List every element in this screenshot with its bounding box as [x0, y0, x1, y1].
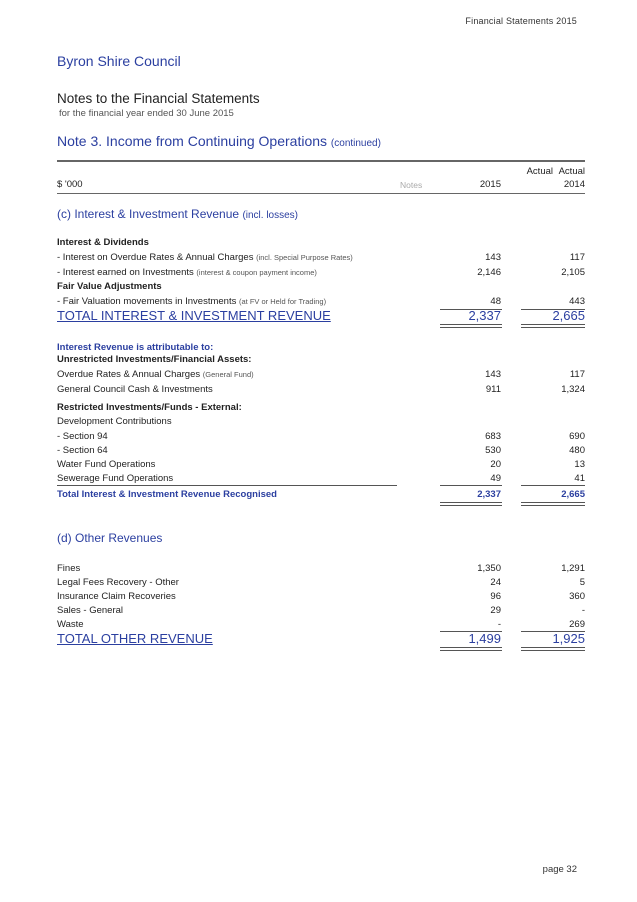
row-label: Fines — [57, 563, 81, 574]
value-2015: 29 — [490, 605, 501, 616]
row-label: Total Interest & Investment Revenue Recognised — [57, 489, 277, 500]
total-2015: 1,499 — [468, 631, 501, 646]
restricted-heading — [57, 402, 585, 416]
row-label — [57, 267, 317, 278]
row-label: Unrestricted Investments/Financial Assets: — [57, 354, 252, 365]
value-2015: 96 — [490, 591, 501, 602]
fair-value-heading — [57, 281, 585, 295]
col2-label: Actual — [558, 166, 585, 177]
value-2014: 2,105 — [561, 267, 585, 278]
sewerage-underline — [57, 485, 397, 486]
value-2014: 13 — [574, 459, 585, 470]
value-2014: 690 — [569, 431, 585, 442]
total-double-rule-2015 — [440, 647, 502, 651]
table-row — [57, 267, 585, 281]
value-2014: 2,665 — [561, 489, 585, 500]
section-c-title-text: (c) Interest & Investment Revenue — [57, 207, 240, 221]
header-rule-top — [57, 160, 585, 162]
value-2015: 2,146 — [477, 267, 501, 278]
note-heading-suffix: (continued) — [330, 138, 381, 149]
notes-subtitle: for the financial year ended 30 June 2015 — [59, 108, 234, 119]
value-2015: 143 — [485, 252, 501, 263]
section-c-title-suffix: (incl. losses) — [242, 210, 299, 221]
table-row — [57, 252, 585, 266]
row-label: Restricted Investments/Funds - External: — [57, 402, 242, 413]
subtotal-rule-2015 — [440, 485, 502, 486]
value-2014: 269 — [569, 619, 585, 630]
value-2015: 48 — [490, 296, 501, 307]
value-2014: 1,324 — [561, 384, 585, 395]
unrestricted-heading — [57, 354, 585, 368]
table-row — [57, 369, 585, 383]
row-label-note: (General Fund) — [202, 370, 254, 379]
value-2014: 443 — [569, 296, 585, 307]
council-name: Byron Shire Council — [57, 53, 181, 69]
value-2015: 683 — [485, 431, 501, 442]
row-label: Sales - General — [57, 605, 124, 616]
recognised-total-row — [57, 489, 585, 503]
total-interest-row — [57, 308, 585, 326]
total-other-revenue-row — [57, 631, 585, 649]
row-label: - Section 94 — [57, 431, 108, 442]
row-label-note: (interest & coupon payment income) — [196, 268, 317, 277]
row-label — [57, 369, 254, 380]
section-c-title — [57, 207, 298, 221]
value-2014: 360 — [569, 591, 585, 602]
note-heading — [57, 133, 381, 149]
total-double-rule-2015 — [440, 324, 502, 328]
col1-year: 2015 — [479, 179, 501, 190]
header-rule-bottom — [57, 193, 585, 194]
total-double-rule-2014 — [521, 324, 585, 328]
currency-label: $ '000 — [57, 179, 83, 190]
value-2014: 480 — [569, 445, 585, 456]
notes-title: Notes to the Financial Statements — [57, 91, 260, 106]
row-label: Water Fund Operations — [57, 459, 156, 470]
table-row — [57, 563, 585, 577]
row-label: Fair Value Adjustments — [57, 281, 162, 292]
table-row — [57, 605, 585, 619]
col1-label: Actual — [526, 166, 553, 177]
value-2015: 24 — [490, 577, 501, 588]
notes-column-label: Notes — [400, 180, 423, 190]
section-d-title: (d) Other Revenues — [57, 531, 163, 545]
row-label: - Section 64 — [57, 445, 108, 456]
page-number: page 32 — [542, 864, 577, 875]
row-label-note: (incl. Special Purpose Rates) — [256, 253, 353, 262]
row-label: Waste — [57, 619, 84, 630]
row-label-text: - Interest earned on Investments — [57, 267, 194, 278]
document-header: Financial Statements 2015 — [465, 16, 577, 26]
value-2015: 20 — [490, 459, 501, 470]
row-label-note: (at FV or Held for Trading) — [238, 297, 327, 306]
row-label: Interest & Dividends — [57, 237, 149, 248]
value-2014: 5 — [579, 577, 585, 588]
value-2015: 49 — [490, 473, 501, 484]
total-2015: 2,337 — [468, 308, 501, 323]
subtotal-rule-2014 — [521, 485, 585, 486]
total-double-rule-2014 — [521, 647, 585, 651]
value-2015: 1,350 — [477, 563, 501, 574]
row-label: Interest Revenue is attributable to: — [57, 342, 214, 353]
interest-dividends-heading — [57, 237, 585, 251]
value-2014: 117 — [569, 252, 585, 263]
row-label — [57, 252, 353, 263]
row-label: Legal Fees Recovery - Other — [57, 577, 179, 588]
value-2014: 117 — [569, 369, 585, 380]
row-label: Sewerage Fund Operations — [57, 473, 174, 484]
note-heading-text: Note 3. Income from Continuing Operations — [57, 133, 328, 149]
row-label: General Council Cash & Investments — [57, 384, 213, 395]
value-2014: - — [581, 605, 585, 616]
row-label-text: - Fair Valuation movements in Investments — [57, 296, 237, 307]
table-row — [57, 591, 585, 605]
value-2015: - — [497, 619, 501, 630]
value-2015: 530 — [485, 445, 501, 456]
row-label: Insurance Claim Recoveries — [57, 591, 176, 602]
table-row — [57, 445, 585, 459]
row-label-text: Overdue Rates & Annual Charges — [57, 369, 201, 380]
total-label: TOTAL OTHER REVENUE — [57, 631, 213, 646]
value-2014: 1,291 — [561, 563, 585, 574]
total-label: TOTAL INTEREST & INVESTMENT REVENUE — [57, 308, 331, 323]
col2-year: 2014 — [563, 179, 585, 190]
value-2015: 911 — [485, 384, 501, 395]
value-2014: 41 — [574, 473, 585, 484]
value-2015: 2,337 — [477, 489, 501, 500]
row-label — [57, 296, 326, 307]
table-row — [57, 384, 585, 398]
table-row — [57, 431, 585, 445]
total-2014: 1,925 — [552, 631, 585, 646]
dev-contrib-heading — [57, 416, 585, 430]
value-2015: 143 — [485, 369, 501, 380]
row-label-text: - Interest on Overdue Rates & Annual Charges — [57, 252, 254, 263]
total-2014: 2,665 — [552, 308, 585, 323]
total-double-rule-2014 — [521, 502, 585, 506]
table-row — [57, 459, 585, 473]
total-double-rule-2015 — [440, 502, 502, 506]
row-label: Development Contributions — [57, 416, 172, 427]
table-row — [57, 577, 585, 591]
